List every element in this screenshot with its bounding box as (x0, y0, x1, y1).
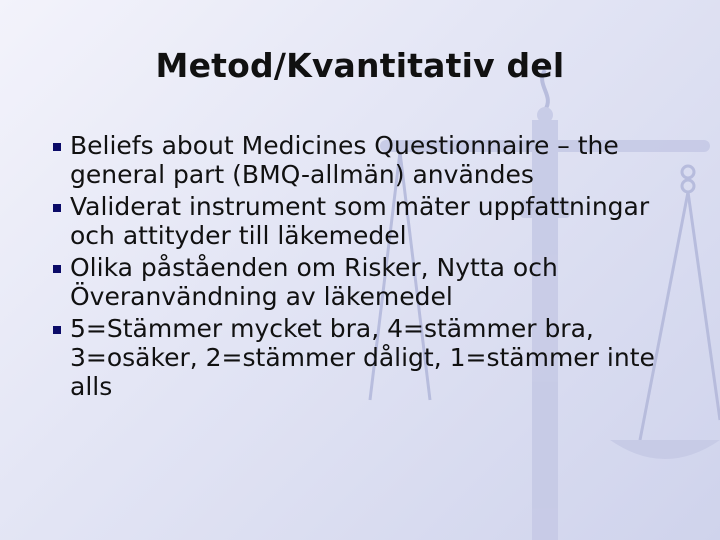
bullet-text: Olika påståenden om Risker, Nytta och Överanvändning av läkemedel (70, 253, 558, 311)
square-bullet-icon (53, 265, 61, 273)
bullet-text: 5=Stämmer mycket bra, 4=stämmer bra, 3=osäker, 2=stämmer dåligt, 1=stämmer inte alls (70, 314, 655, 401)
bullet-list (52, 131, 692, 404)
slide-title: Metod/Kvantitativ del (155, 46, 565, 85)
square-bullet-icon (53, 204, 61, 212)
bullet-item-1 (52, 131, 692, 189)
bullet-text: Validerat instrument som mäter uppfattningar och attityder till läkemedel (70, 192, 650, 250)
square-bullet-icon (53, 326, 61, 334)
bullet-item-4 (52, 314, 692, 401)
bullet-item-2 (52, 192, 692, 250)
square-bullet-icon (53, 143, 61, 151)
bullet-item-3 (52, 253, 692, 311)
bullet-text: Beliefs about Medicines Questionnaire – the general part (BMQ-allmän) användes (70, 131, 619, 189)
